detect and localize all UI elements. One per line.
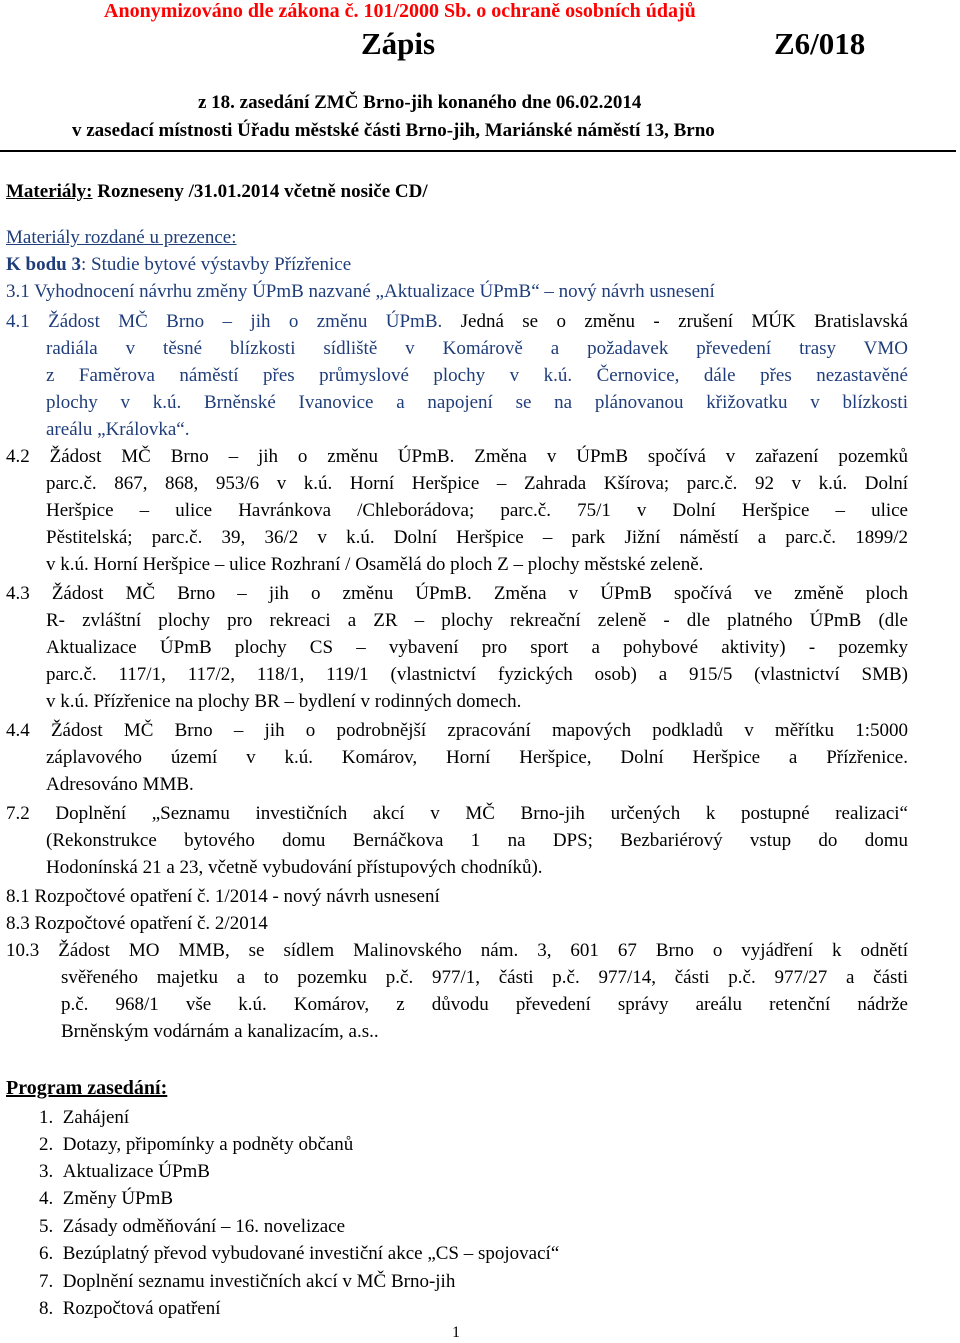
item-4-3-line-1: 4.3 Žádost MČ Brno – jih o změnu ÚPmB. Změna v ÚPmB spočívá ve změně ploch	[6, 583, 908, 604]
item-4-1-line-1	[6, 308, 908, 335]
item-4-1-line-5: areálu „Královka“.	[46, 419, 190, 440]
k-bodu-line	[6, 254, 351, 276]
item-4-3-line-2: R- zvláštní plochy pro rekreaci a ZR – plochy rekreační zeleně - dle platného ÚPmB (dle	[46, 610, 908, 631]
document-title: Zápis	[361, 26, 436, 61]
program-item: 1. Zahájení	[39, 1107, 130, 1128]
item-10-3-line-1: 10.3 Žádost MO MMB, se sídlem Malinovského nám. 3, 601 67 Brno o vyjádření k odnětí	[6, 940, 908, 961]
item-4-3-line-5: v k.ú. Přízřenice na plochy BR – bydlení v rodinných domech.	[46, 691, 522, 712]
item-4-3-line-4: parc.č. 117/1, 117/2, 118/1, 119/1 (vlastnictví fyzických osob) a 915/5 (vlastnictví SMB)	[46, 664, 908, 685]
item-4-2-line-4: Pěstitelská; parc.č. 39, 36/2 v k.ú. Dolní Heršpice – park Jižní náměstí a parc.č. 1899/2	[46, 527, 908, 548]
item-4-1-prefix: 4.1 Žádost MČ Brno – jih o změnu ÚPmB.	[6, 311, 443, 332]
item-4-1-line-3: z Faměrova náměstí přes průmyslové plochy v k.ú. Černovice, dále přes nezastavěné	[46, 365, 908, 386]
item-8-3: 8.3 Rozpočtové opatření č. 2/2014	[6, 913, 268, 934]
item-4-3-line-3: Aktualizace ÚPmB plochy CS – vybavení pro sport a pohybové aktivity) - pozemky	[46, 637, 908, 658]
item-4-2-line-5: v k.ú. Horní Heršpice – ulice Rozhraní / Osamělá do ploch Z – plochy městské zeleně.	[46, 554, 704, 575]
document-id: Z6/018	[774, 26, 866, 61]
item-4-2-line-1: 4.2 Žádost MČ Brno – jih o změnu ÚPmB. Změna v ÚPmB spočívá v zařazení pozemků	[6, 446, 908, 467]
program-item: 2. Dotazy, připomínky a podněty občanů	[39, 1134, 354, 1155]
item-10-3-line-4: Brněnským vodárnám a kanalizacím, a.s..	[61, 1021, 379, 1042]
item-7-2-line-1: 7.2 Doplnění „Seznamu investičních akcí v MČ Brno-jih určených k postupné realizaci“	[6, 803, 908, 824]
item-8-1: 8.1 Rozpočtové opatření č. 1/2014 - nový návrh usnesení	[6, 886, 440, 907]
item-4-1-line-2: radiála v těsné blízkosti sídliště v Komárově a požadavek převedení trasy VMO	[46, 338, 908, 359]
item-7-2-line-3: Hodonínská 21 a 23, včetně vybudování přístupových chodníků).	[46, 857, 543, 878]
item-10-3-line-3: p.č. 968/1 vše k.ú. Komárov, z důvodu převedení správy areálu retenční nádrže	[61, 994, 908, 1015]
item-4-2-line-2: parc.č. 867, 868, 953/6 v k.ú. Horní Heršpice – Zahrada Kšírova; parc.č. 92 v k.ú. Dolní	[46, 473, 908, 494]
program-item: 3. Aktualizace ÚPmB	[39, 1161, 210, 1182]
program-item: 6. Bezúplatný převod vybudované investiční akce „CS – spojovací“	[39, 1243, 560, 1264]
materials-presence-label: Materiály rozdané u prezence:	[6, 227, 237, 248]
materials-distributed-text: Rozneseny /31.01.2014 včetně nosiče CD/	[92, 181, 428, 202]
program-item: 5. Zásady odměňování – 16. novelizace	[39, 1216, 346, 1237]
program-label: Program zasedání:	[6, 1077, 168, 1099]
k-bodu-text: : Studie bytové výstavby Přízřenice	[80, 254, 352, 275]
program-item: 8. Rozpočtová opatření	[39, 1298, 221, 1319]
header-divider	[0, 150, 956, 152]
materials-distributed	[6, 181, 428, 203]
location-line: v zasedací místnosti Úřadu městské části Brno-jih, Mariánské náměstí 13, Brno	[72, 120, 715, 141]
anonymization-notice: Anonymizováno dle zákona č. 101/2000 Sb. o ochraně osobních údajů	[104, 0, 696, 22]
item-4-4-line-2: záplavového území v k.ú. Komárov, Horní Heršpice, Dolní Heršpice a Přízřenice.	[46, 747, 908, 768]
item-4-1-rest: Jedná se o změnu - zrušení MÚK Bratislavská	[442, 311, 908, 332]
item-7-2-line-2: (Rekonstrukce bytového domu Bernáčkova 1 na DPS; Bezbariérový vstup do domu	[46, 830, 908, 851]
item-4-1-line-4: plochy v k.ú. Brněnské Ivanovice a napojení se na plánovanou křižovatku v blízkosti	[46, 392, 908, 413]
item-4-4-line-1: 4.4 Žádost MČ Brno – jih o podrobnější zpracování mapových podkladů v měřítku 1:5000	[6, 720, 908, 741]
item-4-4-line-3: Adresováno MMB.	[46, 774, 194, 795]
program-item: 4. Změny ÚPmB	[39, 1188, 174, 1209]
item-3-1: 3.1 Vyhodnocení návrhu změny ÚPmB nazvané „Aktualizace ÚPmB“ – nový návrh usnesení	[6, 281, 715, 302]
page-number: 1	[452, 1324, 460, 1341]
item-10-3-line-2: svěřeného majetku a to pozemku p.č. 977/1, části p.č. 977/14, části p.č. 977/27 a části	[61, 967, 908, 988]
meeting-line: z 18. zasedání ZMČ Brno-jih konaného dne 06.02.2014	[198, 92, 642, 113]
program-item: 7. Doplnění seznamu investičních akcí v MČ Brno-jih	[39, 1271, 456, 1292]
materials-label: Materiály:	[6, 181, 93, 202]
k-bodu-prefix: K bodu 3	[6, 254, 81, 275]
item-4-2-line-3: Heršpice – ulice Havránkova /Chleborádova; parc.č. 75/1 v Dolní Heršpice – ulice	[46, 500, 908, 521]
